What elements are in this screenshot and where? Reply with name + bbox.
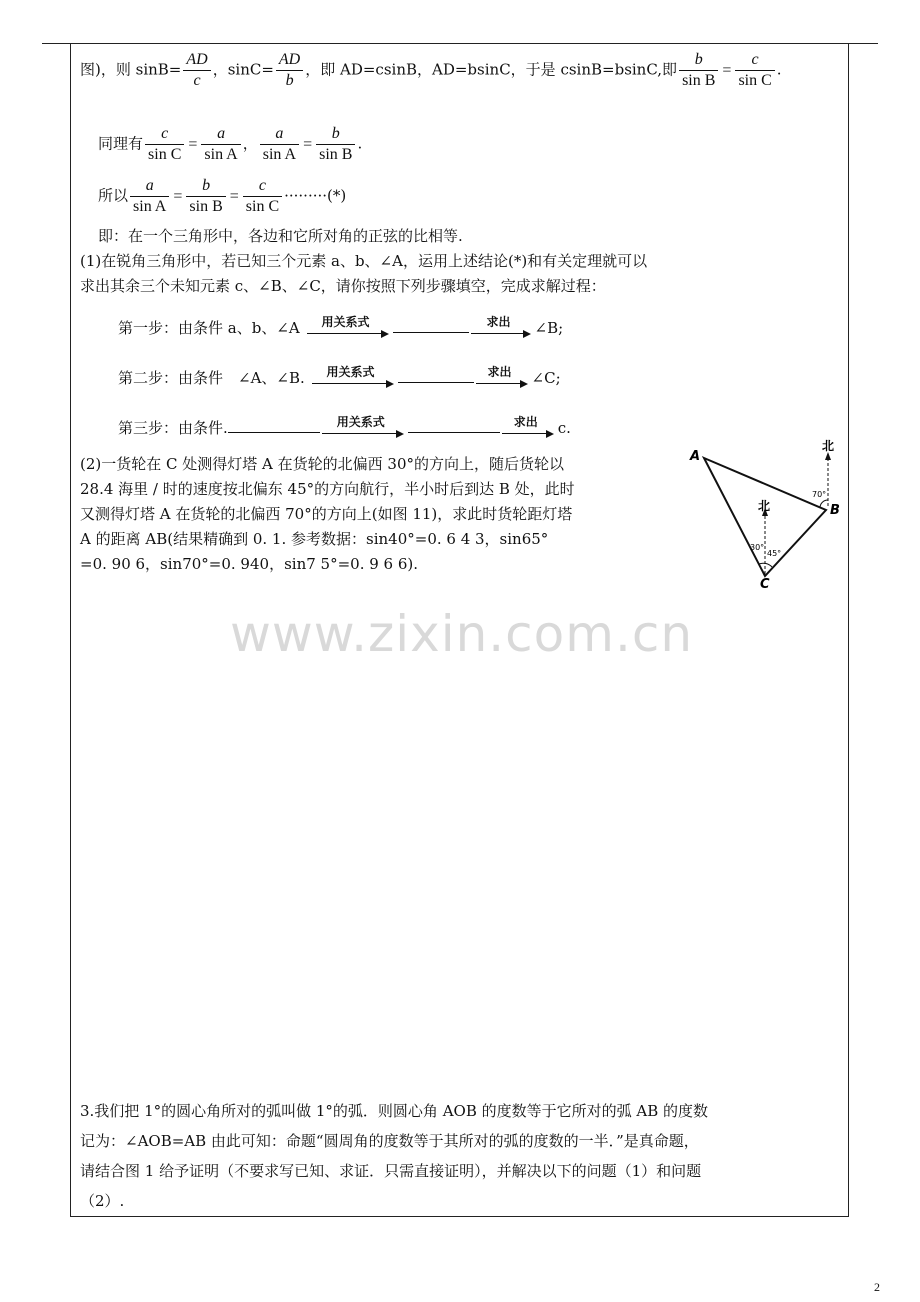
text-segment: 所以 (98, 186, 129, 205)
fraction-numerator: c (145, 124, 184, 145)
arrowhead-icon (386, 380, 394, 388)
angle-label-70: 70° (812, 490, 827, 499)
step-1 (118, 316, 563, 338)
text-segment: ， (242, 134, 258, 153)
fraction-numerator: c (243, 176, 282, 197)
step-result: ∠C; (531, 369, 561, 387)
step-2 (118, 366, 561, 388)
step-condition: 第二步：由条件 ∠A、∠B. (118, 369, 305, 387)
arrow-label: 求出 (513, 415, 538, 429)
north-label-b: 北 (822, 439, 835, 453)
figure-ship-lighthouse (684, 436, 844, 592)
fraction-numerator: b (316, 124, 355, 145)
label-c: C (760, 577, 770, 592)
angle-label-45: 45° (767, 549, 782, 558)
arrow-relation (307, 316, 391, 338)
arrow-label: 求出 (486, 315, 511, 329)
derivation-line-1 (80, 50, 782, 91)
part1-line-b: 求出其余三个未知元素 c、∠B、∠C，请你按照下列步骤填空，完成求解过程： (80, 277, 606, 295)
page-number: 2 (874, 1280, 880, 1294)
arrow-label: 用关系式 (326, 365, 375, 379)
fraction-ad-over-b (276, 50, 303, 91)
step-condition: 第三步：由条件. (118, 419, 228, 437)
text-segment: ·········(*) (284, 186, 347, 205)
fraction (201, 124, 240, 165)
north-label-c: 北 (758, 499, 771, 513)
fraction-numerator: b (679, 50, 718, 71)
text-segment: 同理有 (98, 134, 144, 153)
arrow-label: 求出 (487, 365, 512, 379)
part3-line-2: 记为：∠AOB=AB 由此可知：命题“圆周角的度数等于其所对的弧的度数的一半．”是真命题， (80, 1132, 699, 1150)
fraction-denominator: sin B (319, 146, 353, 163)
step-3 (118, 416, 571, 438)
step-condition: 第一步：由条件 a、b、∠A (118, 319, 300, 337)
fraction (186, 176, 225, 217)
part2-line-1: (2)一货轮在 C 处测得灯塔 A 在货轮的北偏西 30°的方向上，随后货轮以 (80, 455, 564, 473)
fill-blank[interactable] (408, 416, 500, 433)
fraction-numerator: a (201, 124, 240, 145)
fraction-c-over-sinc (735, 50, 774, 91)
arrow-solve (502, 416, 556, 438)
part3-line-4: （2）. (80, 1192, 125, 1210)
angle-label-30: 30° (750, 543, 765, 552)
derivation-line-2 (98, 124, 362, 165)
step-result: ∠B; (534, 319, 564, 337)
equals-sign: = (722, 61, 732, 79)
part3-line-3: 请结合图 1 给予证明（不要求写已知、求证．只需直接证明），并解决以下的问题（1）和问题 (80, 1162, 702, 1180)
step-result: c. (557, 419, 571, 437)
text-segment: ，sinC= (212, 60, 274, 79)
part2-line-3: 又测得灯塔 A 在货轮的北偏西 70°的方向上(如图 11)，求此时货轮距灯塔 (80, 505, 573, 523)
equals-sign: = (188, 135, 198, 153)
fraction-numerator: a (260, 124, 299, 145)
equals-sign: = (303, 135, 313, 153)
fill-blank[interactable] (398, 366, 474, 383)
arrowhead-icon (396, 430, 404, 438)
conclusion-line: 即：在一个三角形中，各边和它所对角的正弦的比相等. (98, 227, 463, 245)
arrowhead-icon (546, 430, 554, 438)
fraction-b-over-sinb (679, 50, 718, 91)
part2-line-2: 28.4 海里 / 时的速度按北偏东 45°的方向航行，半小时后到达 B 处，此时 (80, 480, 575, 498)
fill-blank[interactable] (393, 316, 469, 333)
arrow-label: 用关系式 (321, 315, 370, 329)
derivation-line-3 (98, 176, 346, 217)
arrow-relation (312, 366, 396, 388)
fraction (316, 124, 355, 165)
fraction-denominator: sin A (133, 198, 167, 215)
arrow-shaft (502, 433, 550, 434)
fraction-denominator: sin B (682, 72, 716, 89)
fraction-denominator (276, 71, 303, 91)
angle-arc-b (820, 500, 828, 507)
fraction-denominator-text: c (193, 72, 201, 89)
fraction-ad-over-c (183, 50, 210, 91)
fraction-denominator-text: b (285, 72, 294, 89)
arrowhead-icon (520, 380, 528, 388)
arrow-shaft (322, 433, 400, 434)
part1-line-a: (1)在锐角三角形中，若已知三个元素 a、b、∠A，运用上述结论(*)和有关定理就可以 (80, 252, 648, 270)
fraction-denominator: sin B (189, 198, 223, 215)
fraction-denominator: sin A (204, 146, 238, 163)
fraction-numerator: b (186, 176, 225, 197)
fraction-denominator: sin C (738, 72, 772, 89)
part2-line-4: A 的距离 AB(结果精确到 0. 1. 参考数据：sin40°=0. 6 4 3，sin65° (80, 530, 549, 548)
arrow-shaft (307, 333, 385, 334)
fraction (243, 176, 282, 217)
equals-sign: = (229, 187, 239, 205)
text-segment: ，即 AD=csinB，AD=bsinC，于是 csinB=bsinC,即 (305, 60, 678, 79)
fraction (145, 124, 184, 165)
fraction-denominator: sin C (148, 146, 182, 163)
fraction-numerator: AD (276, 50, 303, 71)
arrow-shaft (476, 383, 524, 384)
arrowhead-icon (381, 330, 389, 338)
equals-sign: = (173, 187, 183, 205)
text-segment: . (776, 60, 782, 79)
arrow-solve (476, 366, 530, 388)
watermark: www.zixin.com.cn (230, 605, 694, 663)
text-segment: . (357, 134, 363, 153)
fraction-numerator: c (735, 50, 774, 71)
fraction (260, 124, 299, 165)
arrow-solve (471, 316, 533, 338)
arrow-shaft (471, 333, 527, 334)
arrow-relation (322, 416, 406, 438)
fraction-denominator: sin C (245, 198, 280, 215)
label-b: B (830, 503, 840, 518)
fraction-denominator: sin A (262, 146, 297, 163)
fill-blank[interactable] (228, 416, 320, 433)
arrowhead-icon (825, 452, 831, 460)
part3-line-1: 3.我们把 1°的圆心角所对的弧叫做 1°的弧．则圆心角 AOB 的度数等于它所对的弧 AB 的度数 (80, 1102, 709, 1120)
fraction-denominator (183, 71, 210, 91)
fraction-numerator: AD (183, 50, 210, 71)
fraction-numerator: a (130, 176, 169, 197)
arrow-shaft (312, 383, 390, 384)
arrowhead-icon (523, 330, 531, 338)
part2-line-5: =0. 90 6，sin70°=0. 940，sin7 5°=0. 9 6 6). (80, 555, 419, 573)
text-segment: 图)，则 sinB= (80, 60, 182, 79)
label-a: A (690, 449, 701, 464)
arrow-label: 用关系式 (336, 415, 385, 429)
fraction (130, 176, 169, 217)
